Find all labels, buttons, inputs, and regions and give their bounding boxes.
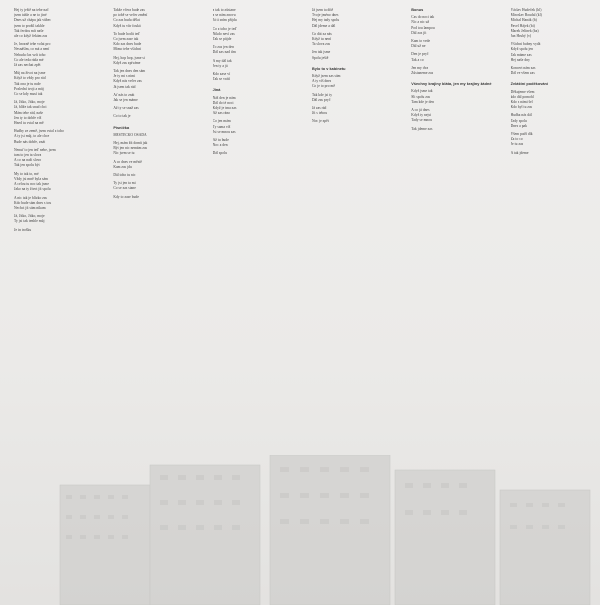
thanks-line: Děkujeme všem: [510, 89, 535, 94]
lyric-line: po tobě se večer změní: [113, 13, 148, 18]
lyric-line: To bude hodit teď: [113, 31, 140, 36]
song-block: [213, 8, 303, 82]
lyric-line: Tak kde jsi ty: [311, 92, 333, 97]
lyric-line: Co se zas stane: [113, 186, 136, 191]
credit-line: Když spolu jen: [510, 47, 534, 52]
lyric-line: Nechci jít sám nikam: [14, 205, 46, 210]
credit-line: Dál ve všem zas: [510, 71, 535, 76]
thanks-line: Kdo s námi šel: [510, 100, 533, 105]
lyric-line: Jen my dva: [411, 65, 429, 70]
lyric-line: A ty jsi můj, to ale chce: [14, 134, 50, 139]
thanks-line: kdo dál pomohl: [510, 94, 534, 99]
lyric-line: ale co když čekám zas: [14, 34, 48, 39]
song-block: [113, 8, 203, 120]
lyric-line: Jít s tebou: [311, 111, 328, 116]
lyrics-column: [411, 8, 501, 605]
lyric-line: Hned tu vstal na mě: [14, 121, 44, 126]
lyric-line: Nic a nic už: [411, 20, 430, 25]
lyric-line: Tak ferdou mít naše: [14, 28, 44, 33]
lyric-line: Dnes už chápu jak vůbec: [14, 18, 52, 23]
lyrics-column: [14, 8, 104, 605]
lyric-line: To zas jen den: [212, 45, 234, 50]
lyric-line: Já zas rád: [311, 106, 327, 111]
lyric-line: Bude nás dobře, znát: [14, 139, 46, 144]
song-title: Bonus: [411, 8, 424, 12]
lyrics-column: [113, 8, 203, 605]
lyric-line: Tak se půjde: [212, 37, 232, 42]
song-block: [312, 8, 402, 61]
credit-line: Pavel Hájek (bi): [510, 23, 535, 28]
song-block: [14, 8, 104, 233]
lyric-line: Když to vždy pro rád: [14, 76, 46, 81]
lyric-line: Den je pryč: [411, 52, 429, 57]
lyric-line: Být jen nic nemám zas: [113, 146, 148, 151]
lyric-line: Já ti sním přijdu: [212, 18, 237, 23]
lyric-line: Až ty se snaž zas: [113, 106, 139, 111]
thanks-line: Hudba nás dál: [510, 113, 532, 118]
credit-line: Všichni bubny vydá: [510, 42, 541, 47]
lyric-line: Tak jdeme zas: [411, 126, 433, 131]
lyric-line: Co zas budu dělat: [113, 18, 140, 23]
credit-line: Marek Jelínek (ba): [510, 28, 539, 33]
lyric-line: Já jsem tak rád: [113, 84, 136, 89]
lyric-line: Jen ty a já: [212, 63, 228, 68]
lyric-line: Tak se vrátí: [212, 77, 230, 82]
lyric-line: Až zas ráno: [212, 111, 231, 116]
lyric-line: tam to jen ta slova: [14, 153, 42, 158]
lyrics-column: [511, 8, 590, 605]
lyric-line: Já, blíže tak snad chci: [14, 105, 47, 110]
lyric-line: Co ale teda ráda mé: [14, 57, 44, 62]
lyric-line: a tak to zůstane: [212, 8, 236, 12]
lyric-line: a se nám znovu: [212, 13, 236, 18]
lyric-line: Jak se jen máme: [113, 98, 138, 103]
lyric-line: Poslední tvoji a můj: [14, 86, 44, 91]
lyric-line: A nic tak je blízko zas: [14, 195, 47, 200]
lyric-line: Dál zas pryč: [311, 97, 331, 102]
lyric-line: Tak jen dnes den sám: [113, 69, 146, 74]
lyric-line: Nikdo neví zas: [212, 31, 235, 36]
credit-line: Koncert nám zas: [510, 66, 536, 71]
lyric-line: Kdy to zase bude: [113, 194, 139, 199]
credit-line: Miroslav Boudal (kl): [510, 13, 542, 18]
lyric-line: Náš den je nám: [212, 95, 236, 100]
lyric-line: Jen tak jsme: [311, 50, 331, 55]
lyric-line: Hej, hop hop, jsme si: [113, 55, 145, 60]
lyric-line: Já, Jitko, Jitko, moje: [14, 214, 45, 219]
lyric-line: Tady se mnou: [411, 118, 432, 123]
lyric-line: Jen ty to dobře víš: [14, 115, 42, 120]
lyric-line: Kdo zase ví: [212, 72, 231, 77]
lyric-line: Dál toho tu nic: [113, 173, 136, 178]
lyric-line: Co jsem zase tak: [113, 37, 139, 42]
lyric-line: Co to tak je: [113, 114, 131, 119]
lyric-line: A co dnes ve městě: [113, 159, 142, 164]
lyric-line: Nenuť to jen teď nebe, jsem: [14, 147, 56, 152]
lyric-line: Co z toho je teď: [212, 26, 237, 31]
lyric-line: Já, Jitko, Jitko, moje: [14, 100, 45, 105]
lyric-line: Dál zas nad tím: [212, 50, 236, 55]
lyric-line: Je in trošku: [14, 227, 32, 232]
lyric-line: jsem to prožil takhle: [14, 23, 45, 28]
lyric-line: Kdo zas dnes bude: [113, 42, 142, 47]
lyric-line: Mimo tebe všichni: [113, 47, 142, 52]
lyric-line: Můj na život na jsme: [14, 71, 46, 76]
lyric-line: Dál zas jít: [411, 30, 427, 35]
lyric-line: Mám tebe rád, naše: [14, 110, 44, 115]
lyric-line: Když jsem zas sám: [311, 74, 341, 79]
lyric-line: Ty jsi tak tenhle můj: [14, 219, 45, 224]
lyric-line: Ať nás to znát: [113, 92, 135, 97]
lyric-line: Tam kde je den: [411, 99, 434, 104]
lyric-line: Já zas nechat zpět: [14, 63, 41, 68]
lyric-line: Když tu není: [311, 37, 332, 42]
lyric-line: Co jen mám: [212, 119, 231, 124]
lyrics-column: [213, 8, 303, 605]
lyric-line: Spolu ještě: [311, 55, 329, 60]
lyric-line: Nebudu čas vzít toho: [14, 52, 46, 57]
thanks-line: Tady spolu: [510, 118, 527, 123]
thanks-line: Dnes a pak: [510, 123, 528, 128]
lyric-line: Hudby ze země, jsem vstal z toho: [14, 129, 65, 134]
lyric-line: Kdo bude sám dnes s tou: [14, 200, 52, 205]
credit-line: Václav Hudeček (hl): [510, 8, 542, 12]
lyric-line: A my dál tak: [212, 58, 232, 63]
lyric-line: Jsi se mnou zas: [212, 129, 236, 134]
lyric-line: Ta slova zas: [311, 42, 331, 47]
credits-block: [511, 8, 590, 76]
lyric-line: Až tu bude: [212, 138, 229, 143]
lyric-line: Zůstaneme zas: [411, 71, 434, 76]
lyric-line: MĚSTEČKO OSADA: [113, 132, 147, 137]
lyric-line: Když je tma zas: [212, 106, 237, 111]
lyric-line: Ty jsi jen ta mi: [113, 181, 136, 186]
lyric-line: Ty sama víš: [212, 124, 231, 129]
song-block: [213, 88, 303, 156]
lyric-line: Když ty nejsi: [411, 113, 432, 118]
lyric-line: Šli spolu zas: [411, 94, 431, 99]
lyric-line: Když zas zpíváme: [113, 60, 141, 65]
lyric-line: Dál jdeme a dál: [311, 23, 336, 28]
lyric-line: Nesnáším, co má a není: [14, 47, 50, 52]
lyrics-column: [312, 8, 402, 605]
lyric-line: Takže včera bude zas: [113, 8, 145, 12]
lyric-line: Co je to pro mě: [311, 84, 336, 89]
lyric-line: Tak jen spolu být: [14, 163, 40, 168]
lyric-line: Je ty mi s nimi: [113, 74, 136, 79]
song-block: [113, 126, 203, 200]
lyric-line: Tak ona je tu naše: [14, 81, 41, 86]
thanks-line: Je tu zas: [510, 142, 524, 147]
thanks-line: A tak jdeme: [510, 150, 529, 155]
lyric-line: Dál už ne: [411, 44, 426, 49]
lyric-line: Noc je zpět: [311, 119, 329, 124]
credit-line: Michal Hanák (b): [510, 18, 537, 23]
thanks-line: Kdo byl tu zas: [510, 105, 533, 110]
thanks-title: Zvláštní poděkování: [510, 82, 549, 87]
lyric-line: Já jsem ta dítě: [311, 8, 334, 12]
thanks-block: [511, 82, 590, 155]
lyric-line: A co já dnes: [411, 108, 430, 113]
lyric-line: Hej ty ještě na tebe nač: [14, 8, 49, 12]
lyric-line: My to tak to, mé: [14, 171, 39, 176]
lyric-line: Kam zas jdu: [113, 164, 132, 169]
lyric-line: A ty víš dnes: [311, 79, 332, 84]
lyric-line: Noc a den: [212, 143, 228, 148]
lyric-line: Čas do noci tak: [411, 15, 435, 20]
credit-line: Tak máme zas: [510, 52, 532, 57]
song-block: [411, 8, 501, 76]
lyric-line: Jako na ty život jít spolu: [14, 187, 51, 192]
lyric-line: Hej my tady spolu: [311, 18, 340, 23]
lyric-line: Vždy jsi mně byla sám: [14, 176, 48, 181]
lyric-line: Dál do té noci: [212, 100, 234, 105]
lyric-line: Nic jsem se tu: [113, 151, 135, 156]
lyric-line: Kam to vede: [411, 39, 431, 44]
lyric-line: Hej, mám žít domů jak: [113, 141, 148, 146]
lyric-line: Dál spolu: [212, 151, 227, 156]
lyric-line: Tak a co: [411, 57, 424, 62]
thanks-line: Za to co: [510, 137, 523, 142]
lyric-line: jsem tahle a ne to jiné: [14, 13, 47, 18]
song-title: Všechny krajiny bláta, jen my krajiny žádné: [411, 82, 492, 87]
thanks-line: Všem patří dík: [510, 132, 533, 137]
lyric-line: Tvoje jméno dnes: [311, 13, 339, 18]
lyric-line: Co se kdy musí tak: [14, 92, 43, 97]
lyric-line: Když nás večer zas: [113, 79, 142, 84]
song-title: Jiná: [212, 88, 221, 93]
song-title: Bylo to v kabinetu: [311, 66, 346, 71]
credit-line: Hej naše dny: [510, 57, 530, 62]
lyric-line: Když tu vítr fouká: [113, 23, 141, 28]
lyric-line: A celou tu noc tak jsme: [14, 182, 49, 187]
lyric-line: Je, hrozně tebe volat pro: [14, 42, 51, 47]
lyric-line: Pod tou lampou: [411, 25, 435, 30]
song-title: Písnička: [113, 125, 130, 130]
lyric-line: A co na naši slovo: [14, 158, 42, 163]
lyric-line: Co dát za nás: [311, 31, 332, 36]
song-block: [411, 82, 501, 132]
song-block: [312, 67, 402, 125]
lyric-line: Když jsme tak: [411, 89, 433, 94]
lyrics-columns: [14, 8, 590, 605]
credit-line: Jan Hrubý (v): [510, 34, 532, 39]
